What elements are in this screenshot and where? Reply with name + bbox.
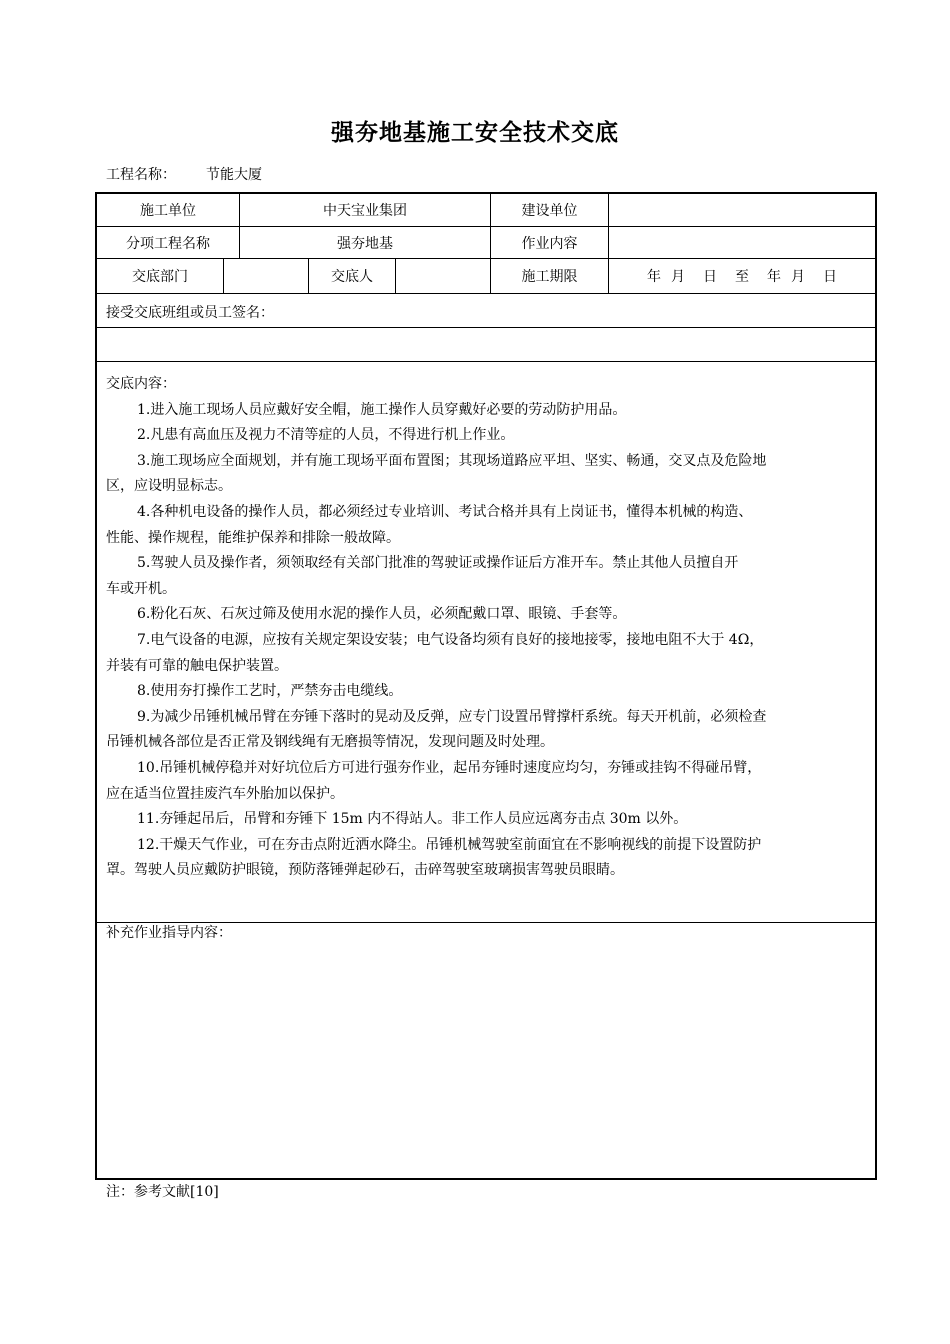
date-to: 至 [735, 269, 749, 285]
content-line: 区，应设明显标志。 [106, 478, 232, 495]
row-divider [97, 293, 875, 294]
reference-note: 注：参考文献[10] [106, 1184, 219, 1200]
briefing-content [106, 372, 870, 884]
date-year: 年 [647, 269, 661, 285]
content-line: 10.吊锤机械停稳并对好坑位后方可进行强夯作业，起吊夯锤时速度应均匀，夯锤或挂钩不得碰吊臂， [137, 759, 762, 776]
project-name-line [106, 164, 262, 184]
construction-unit-value: 中天宝业集团 [323, 203, 407, 219]
supplement-label: 补充作业指导内容： [106, 925, 232, 941]
document-title: 强夯地基施工安全技术交底 [331, 119, 619, 146]
content-line: 吊锤机械各部位是否正常及钢线绳有无磨损等情况，发现问题及时处理。 [106, 734, 554, 751]
content-line: 2.凡患有高血压及视力不清等症的人员，不得进行机上作业。 [137, 427, 515, 444]
briefing-dept-value [224, 259, 308, 293]
content-line: 4.各种机电设备的操作人员，都必须经过专业培训、考试合格并具有上岗证书，懂得本机械的构造、 [137, 503, 753, 520]
period-label: 施工期限 [521, 269, 578, 285]
sub-project-value: 强夯地基 [337, 235, 393, 252]
work-content-value [609, 227, 875, 258]
date-month: 月 [671, 269, 685, 285]
content-line: 8.使用夯打操作工艺时，严禁夯击电缆线。 [137, 683, 403, 700]
date-day: 日 [823, 269, 837, 285]
content-line: 罩。驾驶人员应戴防护眼镜，预防落锤弹起砂石，击碎驾驶室玻璃损害驾驶员眼睛。 [106, 862, 624, 879]
content-line: 9.为减少吊锤机械吊臂在夯锤下落时的晃动及反弹，应专门设置吊臂撑杆系统。每天开机前，必须检查 [137, 708, 767, 725]
work-content-label: 作业内容 [521, 235, 578, 252]
content-line: 1.进入施工现场人员应戴好安全帽，施工操作人员穿戴好必要的劳动防护用品。 [137, 401, 627, 418]
date-year: 年 [767, 269, 781, 285]
content-line: 11.夯锤起吊后，吊臂和夯锤下 15m 内不得站人。非工作人员应远离夯击点 30m 以外。 [137, 811, 688, 828]
content-line: 5.驾驶人员及操作者，须领取经有关部门批准的驾驶证或操作证后方准开车。禁止其他人员擅自开 [137, 555, 739, 572]
briefer-value [396, 259, 490, 293]
row-divider [97, 361, 875, 362]
content-line: 3.施工现场应全面规划，并有施工现场平面布置图；其现场道路应平坦、坚实、畅通，交叉点及危险地 [137, 452, 767, 469]
content-line: 车或开机。 [106, 580, 176, 597]
signature-label: 接受交底班组或员工签名： [106, 305, 274, 321]
project-name-label: 工程名称： [106, 167, 176, 183]
content-label: 交底内容： [106, 376, 176, 392]
owner-unit-label: 建设单位 [521, 203, 578, 219]
content-line: 应在适当位置挂废汽车外胎加以保护。 [106, 785, 344, 802]
briefing-table [95, 192, 877, 1180]
row-divider [97, 327, 875, 328]
content-line: 并装有可靠的触电保护装置。 [106, 657, 288, 674]
briefer-label: 交底人 [331, 269, 373, 285]
construction-unit-label: 施工单位 [140, 203, 196, 219]
owner-unit-value [609, 194, 875, 226]
content-line: 7.电气设备的电源，应按有关规定架设安装；电气设备均须有良好的接地接零，接地电阻不大于 4Ω， [137, 631, 764, 648]
project-name-value: 节能大厦 [206, 167, 262, 183]
date-day: 日 [703, 269, 717, 285]
sub-project-label: 分项工程名称 [126, 235, 210, 252]
content-line: 6.粉化石灰、石灰过筛及使用水泥的操作人员，必须配戴口罩、眼镜、手套等。 [137, 606, 627, 623]
date-month: 月 [791, 269, 805, 285]
content-line: 12.干燥天气作业，可在夯击点附近洒水降尘。吊锤机械驾驶室前面宜在不影响视线的前提下设置防护 [137, 836, 762, 853]
period-value [609, 259, 875, 293]
content-line: 性能、操作规程，能维护保养和排除一般故障。 [106, 529, 400, 546]
briefing-dept-label: 交底部门 [132, 269, 188, 285]
